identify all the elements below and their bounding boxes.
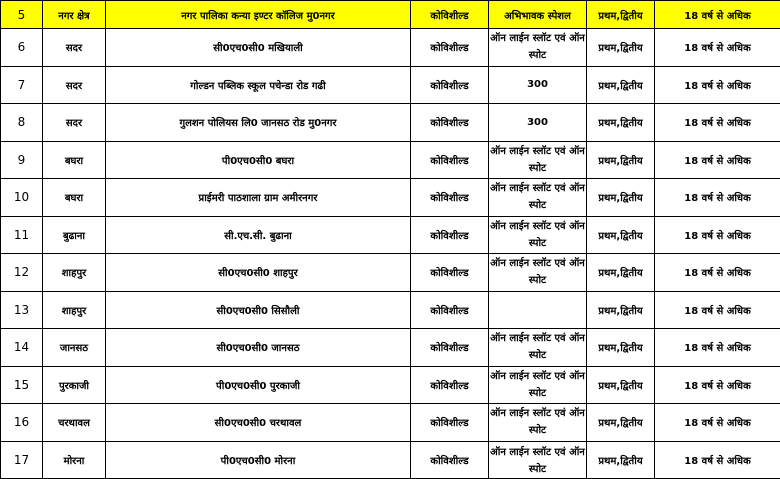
table-row — [1, 104, 780, 142]
category-cell: ऑन लाईन स्लॉट एवं ऑन स्पोट — [489, 179, 587, 217]
site-cell: सी0एच0सी0 सिसौली — [106, 291, 411, 329]
vaccine-cell: कोविशील्ड — [411, 254, 489, 292]
category-cell: ऑन लाईन स्लॉट एवं ऑन स्पोट — [489, 366, 587, 404]
category-cell: ऑन लाईन स्लॉट एवं ऑन स्पोट — [489, 329, 587, 367]
vaccine-cell: कोविशील्ड — [411, 104, 489, 142]
dose-cell: प्रथम,द्वितीय — [587, 66, 655, 104]
site-cell: सी0एच0सी0 शाहपुर — [106, 254, 411, 292]
vaccine-cell: कोविशील्ड — [411, 179, 489, 217]
vaccine-cell: कोविशील्ड — [411, 66, 489, 104]
serial-number-cell: 10 — [1, 179, 43, 217]
table-row — [1, 66, 780, 104]
area-cell: सदर — [43, 66, 106, 104]
site-cell: पी0एच0सी0 बघरा — [106, 141, 411, 179]
vaccine-cell: कोविशील्ड — [411, 329, 489, 367]
category-cell: 300 — [489, 104, 587, 142]
area-cell: शाहपुर — [43, 291, 106, 329]
serial-number-cell: 9 — [1, 141, 43, 179]
category-cell: ऑन लाईन स्लॉट एवं ऑन स्पोट — [489, 254, 587, 292]
serial-number-cell: 14 — [1, 329, 43, 367]
table-row — [1, 366, 780, 404]
area-cell: बघरा — [43, 179, 106, 217]
serial-number-cell: 13 — [1, 291, 43, 329]
serial-number-cell: 16 — [1, 404, 43, 442]
serial-number-cell: 12 — [1, 254, 43, 292]
age-cell: 18 वर्ष से अधिक — [655, 29, 780, 67]
age-cell: 18 वर्ष से अधिक — [655, 104, 780, 142]
dose-cell: प्रथम,द्वितीय — [587, 404, 655, 442]
vaccine-cell: कोविशील्ड — [411, 216, 489, 254]
site-cell: प्राईमरी पाठशाला ग्राम अमीरनगर — [106, 179, 411, 217]
table-row — [1, 329, 780, 367]
age-cell: 18 वर्ष से अधिक — [655, 366, 780, 404]
area-cell: बुढाना — [43, 216, 106, 254]
site-cell: पी0एच0सी0 पुरकाजी — [106, 366, 411, 404]
site-cell: गोल्डन पब्लिक स्कूल पचेन्डा रोड गढी — [106, 66, 411, 104]
dose-cell: प्रथम,द्वितीय — [587, 29, 655, 67]
category-cell: ऑन लाईन स्लॉट एवं ऑन स्पोट — [489, 29, 587, 67]
serial-number-cell: 17 — [1, 441, 43, 478]
dose-cell: प्रथम,द्वितीय — [587, 1, 655, 29]
area-cell: पुरकाजी — [43, 366, 106, 404]
dose-cell: प्रथम,द्वितीय — [587, 254, 655, 292]
serial-number-cell: 11 — [1, 216, 43, 254]
category-cell: ऑन लाईन स्लॉट एवं ऑन स्पोट — [489, 404, 587, 442]
area-cell: सदर — [43, 104, 106, 142]
table-row — [1, 441, 780, 478]
dose-cell: प्रथम,द्वितीय — [587, 216, 655, 254]
age-cell: 18 वर्ष से अधिक — [655, 254, 780, 292]
category-cell: ऑन लाईन स्लॉट एवं ऑन स्पोट — [489, 441, 587, 478]
site-cell: सी0एच0सी0 चरथावल — [106, 404, 411, 442]
vaccine-cell: कोविशील्ड — [411, 366, 489, 404]
dose-cell: प्रथम,द्वितीय — [587, 366, 655, 404]
site-cell: सी0एच0सी0 मखियाली — [106, 29, 411, 67]
table-row — [1, 179, 780, 217]
table-row — [1, 404, 780, 442]
age-cell: 18 वर्ष से अधिक — [655, 404, 780, 442]
area-cell: जानसठ — [43, 329, 106, 367]
site-cell: सी0एच0सी0 जानसठ — [106, 329, 411, 367]
table-body — [1, 1, 780, 479]
dose-cell: प्रथम,द्वितीय — [587, 291, 655, 329]
area-cell: सदर — [43, 29, 106, 67]
category-cell: ऑन लाईन स्लॉट एवं ऑन स्पोट — [489, 216, 587, 254]
age-cell: 18 वर्ष से अधिक — [655, 329, 780, 367]
serial-number-cell: 7 — [1, 66, 43, 104]
serial-number-cell: 8 — [1, 104, 43, 142]
dose-cell: प्रथम,द्वितीय — [587, 104, 655, 142]
age-cell: 18 वर्ष से अधिक — [655, 66, 780, 104]
vaccine-cell: कोविशील्ड — [411, 141, 489, 179]
age-cell: 18 वर्ष से अधिक — [655, 216, 780, 254]
dose-cell: प्रथम,द्वितीय — [587, 141, 655, 179]
table-row-highlighted — [1, 1, 780, 29]
vaccine-cell: कोविशील्ड — [411, 441, 489, 478]
area-cell: नगर क्षेत्र — [43, 1, 106, 29]
site-cell: सी.एच.सी. बुढाना — [106, 216, 411, 254]
table-row — [1, 141, 780, 179]
category-cell: अभिभावक स्पेशल — [489, 1, 587, 29]
site-cell: गुलशन पोलियस लि0 जानसठ रोड मु0नगर — [106, 104, 411, 142]
table-row — [1, 254, 780, 292]
vaccine-cell: कोविशील्ड — [411, 291, 489, 329]
vaccine-cell: कोविशील्ड — [411, 404, 489, 442]
site-cell: नगर पालिका कन्या इण्टर कॉलिज मु0नगर — [106, 1, 411, 29]
dose-cell: प्रथम,द्वितीय — [587, 329, 655, 367]
category-cell: ऑन लाईन स्लॉट एवं ऑन स्पोट — [489, 141, 587, 179]
serial-number-cell: 15 — [1, 366, 43, 404]
site-cell: पी0एच0सी0 मोरना — [106, 441, 411, 478]
dose-cell: प्रथम,द्वितीय — [587, 179, 655, 217]
table-row — [1, 291, 780, 329]
area-cell: बघरा — [43, 141, 106, 179]
serial-number-cell: 5 — [1, 1, 43, 29]
age-cell: 18 वर्ष से अधिक — [655, 441, 780, 478]
age-cell: 18 वर्ष से अधिक — [655, 1, 780, 29]
category-cell: 300 — [489, 66, 587, 104]
dose-cell: प्रथम,द्वितीय — [587, 441, 655, 478]
vaccine-cell: कोविशील्ड — [411, 1, 489, 29]
category-cell — [489, 291, 587, 329]
serial-number-cell: 6 — [1, 29, 43, 67]
vaccine-cell: कोविशील्ड — [411, 29, 489, 67]
table-row — [1, 29, 780, 67]
area-cell: शाहपुर — [43, 254, 106, 292]
age-cell: 18 वर्ष से अधिक — [655, 141, 780, 179]
area-cell: मोरना — [43, 441, 106, 478]
table-row — [1, 216, 780, 254]
age-cell: 18 वर्ष से अधिक — [655, 179, 780, 217]
age-cell: 18 वर्ष से अधिक — [655, 291, 780, 329]
area-cell: चरथावल — [43, 404, 106, 442]
